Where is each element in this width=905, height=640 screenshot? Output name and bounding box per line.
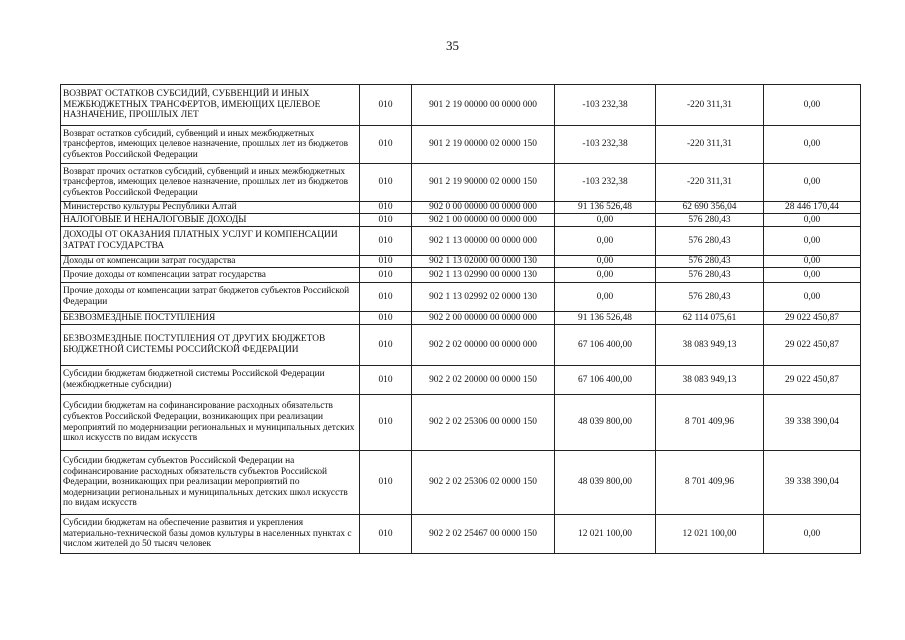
row-code: 010 — [360, 283, 412, 312]
table-row — [61, 366, 861, 395]
row-code: 010 — [360, 515, 412, 554]
row-value-1: 91 136 526,48 — [555, 202, 656, 214]
row-value-3: 0,00 — [764, 214, 861, 227]
row-value-1: 67 106 400,00 — [555, 366, 656, 395]
row-code: 010 — [360, 227, 412, 256]
table-row — [61, 283, 861, 312]
table-row — [61, 395, 861, 451]
row-value-3: 0,00 — [764, 515, 861, 554]
row-value-1: 0,00 — [555, 256, 656, 268]
row-value-2: 576 280,43 — [656, 268, 764, 283]
row-value-1: 0,00 — [555, 283, 656, 312]
row-code: 010 — [360, 312, 412, 325]
table-row — [61, 515, 861, 554]
row-value-3: 0,00 — [764, 268, 861, 283]
row-value-2: -220 311,31 — [656, 126, 764, 164]
row-code: 010 — [360, 325, 412, 366]
row-kbk: 902 2 00 00000 00 0000 000 — [412, 312, 555, 325]
row-value-3: 29 022 450,87 — [764, 325, 861, 366]
row-value-2: 8 701 409,96 — [656, 395, 764, 451]
row-value-1: 48 039 800,00 — [555, 451, 656, 515]
row-kbk: 902 2 02 25467 00 0000 150 — [412, 515, 555, 554]
row-value-2: 576 280,43 — [656, 227, 764, 256]
row-name: Прочие доходы от компенсации затрат бюджетов субъектов Российской Федерации — [61, 283, 360, 312]
row-name: ДОХОДЫ ОТ ОКАЗАНИЯ ПЛАТНЫХ УСЛУГ И КОМПЕНСАЦИИ ЗАТРАТ ГОСУДАРСТВА — [61, 227, 360, 256]
row-name: Субсидии бюджетам субъектов Российской Федерации на софинансирование расходных обязательств субъектов Российской Федерации, возникающих при реализации мероприятий по модернизации региональных и муниципальных детских школ искусств по видам искусств — [61, 451, 360, 515]
table-row — [61, 312, 861, 325]
row-value-3: 28 446 170,44 — [764, 202, 861, 214]
row-value-1: 67 106 400,00 — [555, 325, 656, 366]
table-row — [61, 325, 861, 366]
table-row — [61, 268, 861, 283]
row-code: 010 — [360, 268, 412, 283]
row-value-2: 576 280,43 — [656, 283, 764, 312]
row-code: 010 — [360, 256, 412, 268]
row-code: 010 — [360, 85, 412, 126]
row-kbk: 901 2 19 90000 02 0000 150 — [412, 164, 555, 202]
row-name: Прочие доходы от компенсации затрат государства — [61, 268, 360, 283]
row-value-2: 12 021 100,00 — [656, 515, 764, 554]
row-value-2: 62 690 356,04 — [656, 202, 764, 214]
row-name: ВОЗВРАТ ОСТАТКОВ СУБСИДИЙ, СУБВЕНЦИЙ И ИНЫХ МЕЖБЮДЖЕТНЫХ ТРАНСФЕРТОВ, ИМЕЮЩИХ ЦЕЛЕВОЕ НАЗНАЧЕНИЕ, ПРОШЛЫХ ЛЕТ — [61, 85, 360, 126]
row-name: Министерство культуры Республики Алтай — [61, 202, 360, 214]
row-value-1: 0,00 — [555, 227, 656, 256]
row-code: 010 — [360, 214, 412, 227]
row-kbk: 902 1 13 02000 00 0000 130 — [412, 256, 555, 268]
row-value-3: 0,00 — [764, 126, 861, 164]
row-code: 010 — [360, 202, 412, 214]
row-value-2: 38 083 949,13 — [656, 366, 764, 395]
row-name: Субсидии бюджетам на обеспечение развития и укрепления материально-технической базы домов культуры в населенных пунктах с числом жителей до 50 тысяч человек — [61, 515, 360, 554]
row-code: 010 — [360, 395, 412, 451]
row-name: Возврат прочих остатков субсидий, субвенций и иных межбюджетных трансфертов, имеющих целевое назначение, прошлых лет из бюджетов субъектов Российской Федерации — [61, 164, 360, 202]
row-kbk: 901 2 19 00000 00 0000 000 — [412, 85, 555, 126]
row-name: Субсидии бюджетам бюджетной системы Российской Федерации (межбюджетные субсидии) — [61, 366, 360, 395]
table-row — [61, 451, 861, 515]
row-value-1: 0,00 — [555, 214, 656, 227]
table-row — [61, 85, 861, 126]
table-row — [61, 202, 861, 214]
row-value-2: -220 311,31 — [656, 164, 764, 202]
table-row — [61, 227, 861, 256]
row-value-3: 0,00 — [764, 164, 861, 202]
row-value-3: 29 022 450,87 — [764, 312, 861, 325]
row-name: НАЛОГОВЫЕ И НЕНАЛОГОВЫЕ ДОХОДЫ — [61, 214, 360, 227]
row-kbk: 902 0 00 00000 00 0000 000 — [412, 202, 555, 214]
row-code: 010 — [360, 126, 412, 164]
table-row — [61, 164, 861, 202]
table-row — [61, 126, 861, 164]
row-value-3: 0,00 — [764, 283, 861, 312]
row-kbk: 902 2 02 20000 00 0000 150 — [412, 366, 555, 395]
table-row — [61, 256, 861, 268]
row-value-3: 0,00 — [764, 256, 861, 268]
row-value-2: -220 311,31 — [656, 85, 764, 126]
row-name: БЕЗВОЗМЕЗДНЫЕ ПОСТУПЛЕНИЯ — [61, 312, 360, 325]
row-value-2: 8 701 409,96 — [656, 451, 764, 515]
row-kbk: 902 2 02 25306 02 0000 150 — [412, 451, 555, 515]
row-kbk: 902 1 13 02990 00 0000 130 — [412, 268, 555, 283]
row-value-1: -103 232,38 — [555, 126, 656, 164]
row-kbk: 902 1 00 00000 00 0000 000 — [412, 214, 555, 227]
page-number: 35 — [446, 38, 459, 53]
row-value-2: 576 280,43 — [656, 214, 764, 227]
row-code: 010 — [360, 164, 412, 202]
row-value-1: 48 039 800,00 — [555, 395, 656, 451]
row-code: 010 — [360, 451, 412, 515]
row-kbk: 902 2 02 25306 00 0000 150 — [412, 395, 555, 451]
row-value-3: 0,00 — [764, 85, 861, 126]
row-code: 010 — [360, 366, 412, 395]
row-value-3: 39 338 390,04 — [764, 451, 861, 515]
row-kbk: 901 2 19 00000 02 0000 150 — [412, 126, 555, 164]
row-value-2: 62 114 075,61 — [656, 312, 764, 325]
row-name: Возврат остатков субсидий, субвенций и иных межбюджетных трансфертов, имеющих целевое назначение, прошлых лет из бюджетов субъектов Российской Федерации — [61, 126, 360, 164]
row-name: Доходы от компенсации затрат государства — [61, 256, 360, 268]
row-value-3: 0,00 — [764, 227, 861, 256]
row-kbk: 902 1 13 00000 00 0000 000 — [412, 227, 555, 256]
row-value-1: 12 021 100,00 — [555, 515, 656, 554]
row-value-2: 576 280,43 — [656, 256, 764, 268]
row-value-1: -103 232,38 — [555, 85, 656, 126]
row-value-1: -103 232,38 — [555, 164, 656, 202]
row-value-3: 29 022 450,87 — [764, 366, 861, 395]
income-table — [60, 84, 861, 554]
row-name: БЕЗВОЗМЕЗДНЫЕ ПОСТУПЛЕНИЯ ОТ ДРУГИХ БЮДЖЕТОВ БЮДЖЕТНОЙ СИСТЕМЫ РОССИЙСКОЙ ФЕДЕРАЦИИ — [61, 325, 360, 366]
row-value-3: 39 338 390,04 — [764, 395, 861, 451]
row-kbk: 902 1 13 02992 02 0000 130 — [412, 283, 555, 312]
row-name: Субсидии бюджетам на софинансирование расходных обязательств субъектов Российской Федерации, возникающих при реализации мероприятий по модернизации региональных и муниципальных детских школ искусств по видам искусств — [61, 395, 360, 451]
row-value-1: 91 136 526,48 — [555, 312, 656, 325]
row-kbk: 902 2 02 00000 00 0000 000 — [412, 325, 555, 366]
table-row — [61, 214, 861, 227]
row-value-1: 0,00 — [555, 268, 656, 283]
row-value-2: 38 083 949,13 — [656, 325, 764, 366]
